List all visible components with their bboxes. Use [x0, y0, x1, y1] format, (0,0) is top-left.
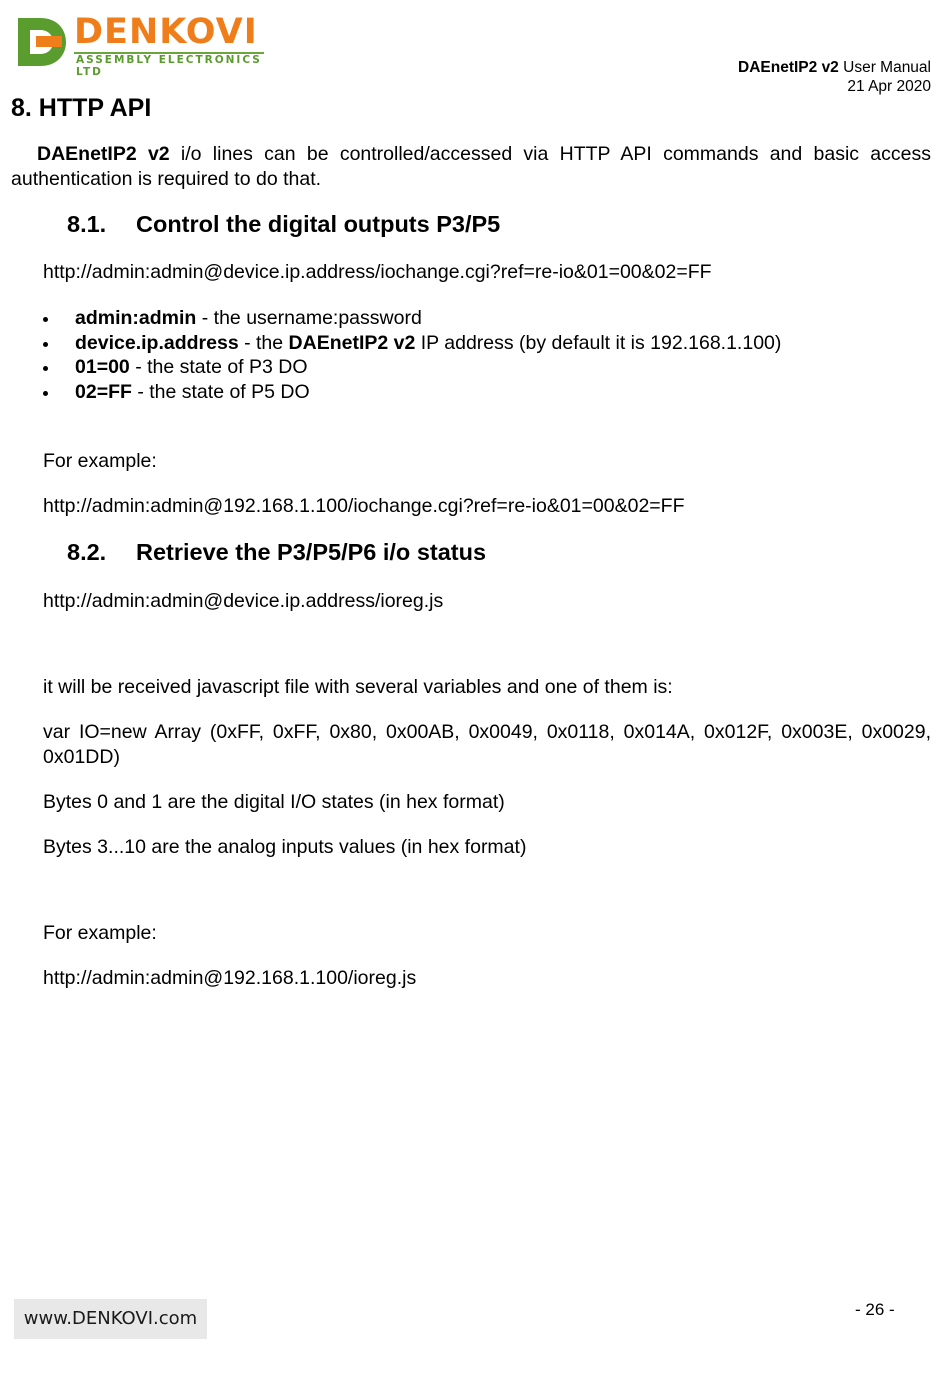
param-desc: - the state of P5 DO: [131, 380, 310, 403]
header-date: 21 Apr 2020: [847, 78, 931, 95]
subsection-8-2-heading: [67, 539, 486, 566]
section-title: 8. HTTP API: [11, 94, 152, 122]
param-desc-tail: IP address (by default it is 192.168.1.100): [415, 331, 782, 354]
subsection-8-1-heading: [67, 211, 500, 238]
footer-website: www.DENKOVI.com: [14, 1299, 207, 1339]
param-product: DAEnetIP2 v2: [288, 331, 416, 354]
bytes-digital-text: Bytes 0 and 1 are the digital I/O states (in hex format): [43, 791, 505, 813]
page-number: - 26 -: [855, 1300, 895, 1319]
subsection-8-1-title: Control the digital outputs P3/P5: [136, 211, 501, 237]
logo-name: DENKOVI: [74, 12, 258, 52]
header-title-line: [738, 58, 931, 77]
control-url: http://admin:admin@device.ip.address/iochange.cgi?ref=re-io&01=00&02=FF: [43, 261, 712, 283]
example-label-1: For example:: [43, 450, 157, 472]
list-item: [43, 331, 781, 356]
param-desc: - the: [238, 331, 289, 354]
denkovi-logo: [14, 12, 270, 78]
intro-product: DAEnetIP2 v2: [37, 143, 170, 165]
status-url: http://admin:admin@device.ip.address/ioreg.js: [43, 590, 444, 612]
received-text: it will be received javascript file with several variables and one of them is:: [43, 676, 673, 698]
list-item: [43, 306, 781, 331]
parameter-list: [43, 306, 781, 404]
param-term: 02=FF: [75, 380, 132, 403]
subsection-8-2-title: Retrieve the P3/P5/P6 i/o status: [136, 539, 487, 565]
header-doc-type: User Manual: [843, 59, 931, 76]
param-desc: - the username:password: [196, 307, 422, 329]
document-header: [738, 58, 931, 96]
example-url-2: http://admin:admin@192.168.1.100/ioreg.js: [43, 967, 417, 989]
param-desc: - the state of P3 DO: [129, 356, 308, 378]
param-term: device.ip.address: [75, 331, 239, 354]
list-item: [43, 380, 781, 405]
subsection-8-2-number: 8.2.: [67, 539, 107, 565]
intro-text: i/o lines can be controlled/accessed via HTTP API commands and basic access authentication is required to do that.: [11, 143, 931, 190]
example-url-1: http://admin:admin@192.168.1.100/iochange.cgi?ref=re-io&01=00&02=FF: [43, 495, 685, 517]
list-item: [43, 355, 781, 380]
intro-paragraph: [11, 142, 931, 191]
denkovi-d-icon: [14, 14, 70, 70]
param-term: admin:admin: [75, 307, 197, 329]
subsection-8-1-number: 8.1.: [67, 211, 107, 237]
bytes-analog-text: Bytes 3...10 are the analog inputs values (in hex format): [43, 836, 527, 858]
header-product: DAEnetIP2 v2: [738, 59, 839, 76]
logo-tagline: ASSEMBLY ELECTRONICS LTD: [76, 54, 262, 78]
example-label-2: For example:: [43, 922, 157, 944]
param-term: 01=00: [75, 356, 130, 378]
var-line: var IO=new Array (0xFF, 0xFF, 0x80, 0x00AB, 0x0049, 0x0118, 0x014A, 0x012F, 0x003E, 0x0029, 0x01DD): [43, 721, 931, 768]
